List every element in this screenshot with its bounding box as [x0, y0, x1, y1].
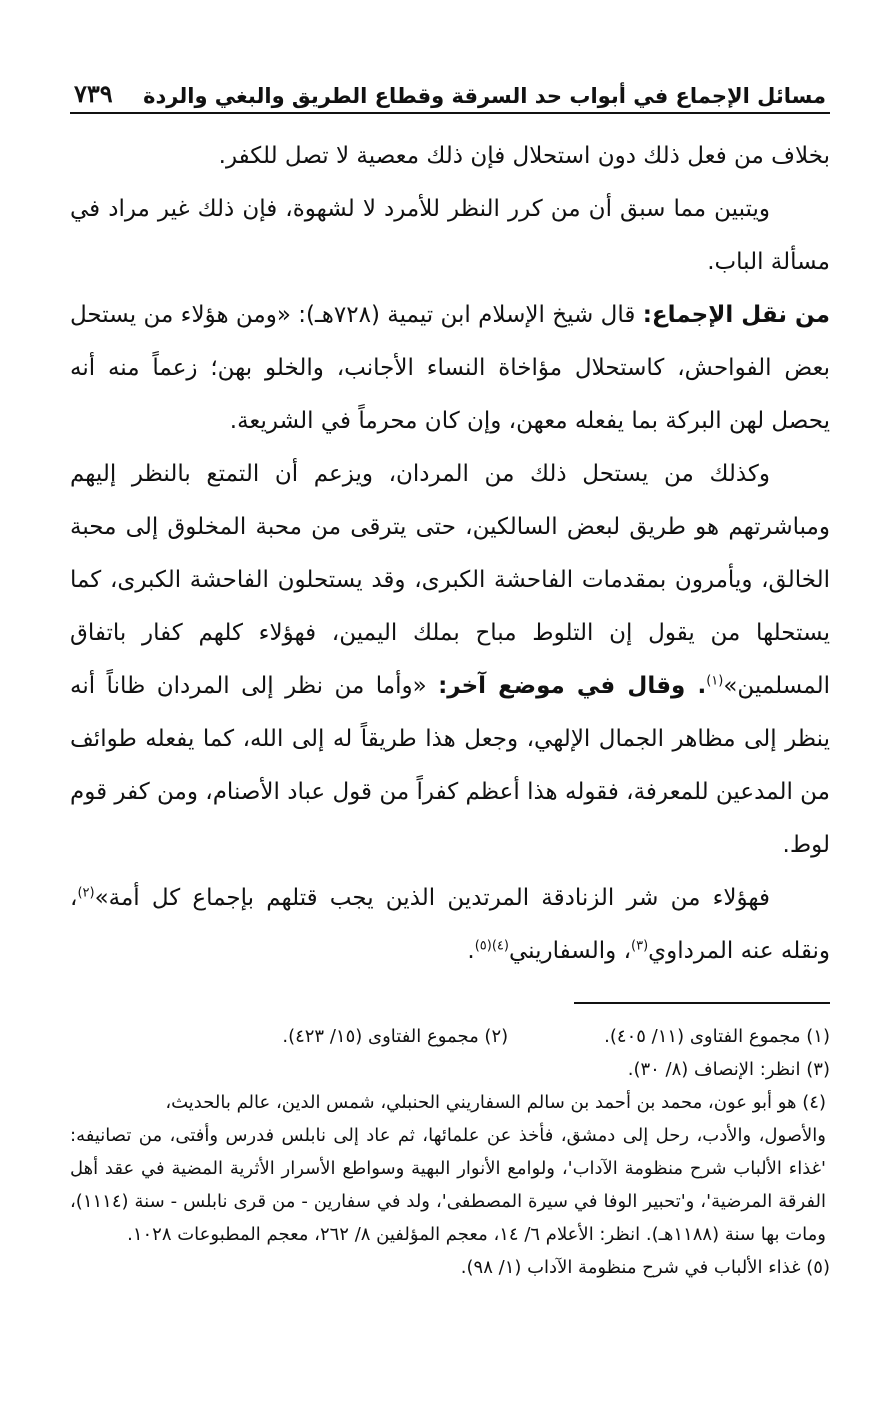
footnote-row-1-2: [70, 1020, 830, 1053]
footnote-3: (٣) انظر: الإنصاف (٨/ ٣٠).: [627, 1059, 830, 1080]
paragraph-2-text: ويتبين مما سبق أن من كرر النظر للأمرد لا لشهوة، فإن ذلك غير مراد في مسألة الباب.: [70, 196, 830, 275]
paragraph-4-text: وكذلك من يستحل ذلك من المردان، ويزعم أن التمتع بالنظر إليهم ومباشرتهم هو طريق لبعض السالكين، حتى يترقى من محبة المخلوق إلى محبة الخالق، ويأمرون بمقدمات الفاحشة الكبرى، وقد يستحلون الفاحشة الكبرى، كما يستحلها من يقول إن التلوط مباح بملك اليمين، فهؤلاء كلهم كفار باتفاق المسلمين»: [70, 461, 830, 699]
footnote-5: (٥) غذاء الألباب في شرح منظومة الآداب (١/ ٩٨).: [460, 1257, 830, 1278]
paragraph-5-text3: ، والسفاريني: [508, 938, 632, 964]
footnote-1: (١) مجموع الفتاوى (١١/ ٤٠٥).: [604, 1026, 830, 1047]
footnote-ref-3[interactable]: (٣): [631, 938, 649, 954]
footnote-4: [70, 1086, 830, 1251]
footnote-4-rest: والأصول، والأدب، رحل إلى دمشق، فأخذ عن علمائها، ثم عاد إلى نابلس فدرس وأفتى، من تصانيفه: 'غذاء الألباب شرح منظومة الآداب'، ولوامع الأنوار البهية وسواطع الأسرار الأثرية المضية في عقد أهل الفرقة المرضية'، و'تحبير الوفا في سيرة المصطفى'، ولد في سفارين - من قرى نابلس - سنة (١١١٤)، ومات بها سنة (١١٨٨هـ). انظر: الأعلام ٦/ ١٤، معجم المؤلفين ٨/ ٢٦٢، معجم المطبوعات ١٠٢٨.: [70, 1125, 826, 1245]
ijma-label: من نقل الإجماع:: [642, 302, 830, 328]
footnote-4-first: (٤) هو أبو عون، محمد بن أحمد بن سالم السفاريني الحنبلي، شمس الدين، عالم بالحديث،: [165, 1092, 826, 1113]
paragraph-3-text: قال شيخ الإسلام ابن تيمية (٧٢٨هـ): «ومن هؤلاء من يستحل بعض الفواحش، كاستحلال مؤاخاة النساء الأجانب، والخلو بهن؛ زعماً منه أنه يحصل لهن البركة بما يفعله معهن، وإن كان محرماً في الشريعة.: [70, 302, 830, 434]
footnote-ref-1[interactable]: (١): [706, 673, 724, 689]
paragraph-5-end: .: [467, 938, 475, 964]
footnote-rule: [574, 1002, 830, 1004]
paragraph-4: [70, 448, 830, 872]
footnotes: [70, 1020, 830, 1284]
paragraph-5: [70, 872, 830, 978]
paragraph-4-text2: «وأما من نظر إلى المردان ظاناً أنه ينظر إلى مظاهر الجمال الإلهي، وجعل هذا طريقاً له إلى الله، كما يفعله طوائف من المدعين للمعرفة، فقوله هذا أعظم كفراً من قول عباد الأصنام، ومن كفر قوم لوط.: [70, 673, 830, 858]
paragraph-3: [70, 289, 830, 448]
page-header: [70, 58, 830, 108]
paragraph-1: [70, 130, 830, 183]
main-text: [70, 130, 830, 978]
paragraph-1-text: بخلاف من فعل ذلك دون استحلال فإن ذلك معصية لا تصل للكفر.: [218, 143, 830, 169]
footnote-ref-4-5[interactable]: (٤)(٥): [474, 938, 509, 954]
running-title: مسائل الإجماع في أبواب حد السرقة وقطاع الطريق والبغي والردة: [143, 84, 826, 108]
paragraph-5-text2: ، ونقله عنه المرداوي: [70, 885, 830, 964]
another-place-label: . وقال في موضع آخر:: [438, 673, 707, 699]
paragraph-2: [70, 183, 830, 289]
paragraph-5-text: فهؤلاء من شر الزنادقة المرتدين الذين يجب قتلهم بإجماع كل أمة»: [94, 885, 770, 911]
book-page: [70, 58, 830, 1284]
page-number: ٧٣٩: [74, 79, 113, 108]
footnote-ref-2[interactable]: (٢): [77, 885, 95, 901]
header-rule: [70, 112, 830, 114]
footnote-2: (٢) مجموع الفتاوى (١٥/ ٤٢٣).: [282, 1026, 509, 1047]
